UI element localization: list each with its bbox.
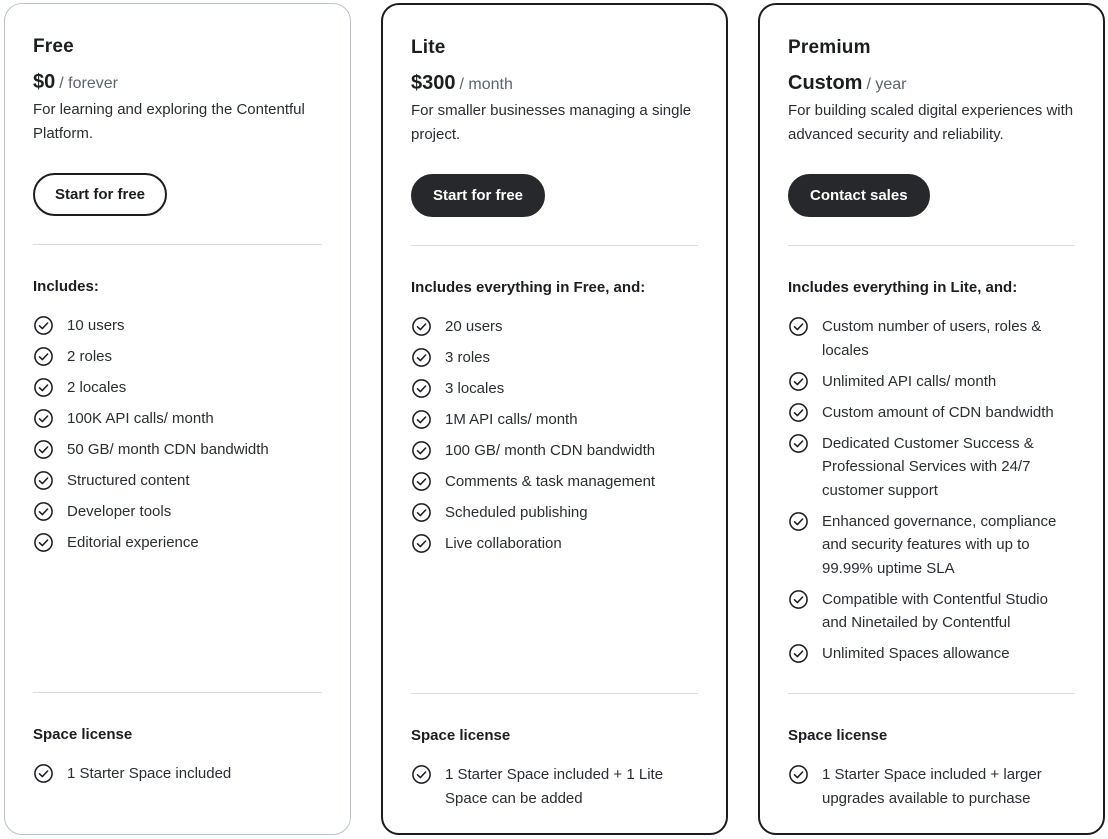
check-circle-icon (788, 402, 809, 423)
check-circle-icon (788, 316, 809, 337)
list-item (33, 407, 322, 431)
check-circle-icon (411, 378, 432, 399)
list-item-label: 100 GB/ month CDN bandwidth (445, 442, 656, 459)
license-list (788, 763, 1075, 818)
plan-card-lite (381, 3, 728, 835)
check-circle-icon (33, 377, 54, 398)
feature-list (788, 315, 1075, 673)
check-circle-icon (33, 532, 54, 553)
list-item (411, 408, 698, 432)
list-item (411, 763, 698, 810)
price-row (411, 72, 513, 95)
list-item-label: 1M API calls/ month (445, 411, 578, 428)
divider (33, 244, 322, 245)
list-item-label: 2 roles (67, 348, 113, 365)
divider (788, 245, 1075, 246)
list-item-label: 1 Starter Space included + 1 Lite Space can be added (445, 766, 664, 807)
list-item-label: Developer tools (67, 503, 172, 520)
license-list (411, 763, 698, 818)
list-item-label: Dedicated Customer Success & Professional Services with 24/7 customer support (822, 434, 1034, 499)
list-item (411, 470, 698, 494)
list-item (411, 532, 698, 556)
check-circle-icon (411, 316, 432, 337)
check-circle-icon (788, 511, 809, 532)
list-item (788, 763, 1075, 810)
contact-sales-button[interactable]: Contact sales (788, 174, 930, 217)
list-item-label: Compatible with Contentful Studio and Ninetailed by Contentful (822, 590, 1048, 631)
list-item-label: Unlimited Spaces allowance (822, 645, 1010, 662)
list-item (33, 376, 322, 400)
check-circle-icon (411, 440, 432, 461)
divider (411, 693, 698, 694)
list-item-label: 100K API calls/ month (67, 410, 214, 427)
start-for-free-button[interactable]: Start for free (33, 173, 167, 216)
plan-price: $0 (33, 71, 56, 93)
check-circle-icon (788, 589, 809, 610)
license-title: Space license (788, 727, 888, 744)
plan-period: / forever (59, 75, 118, 92)
check-circle-icon (788, 764, 809, 785)
license-title: Space license (33, 726, 133, 743)
list-item-label: Editorial experience (67, 534, 199, 551)
plan-name: Lite (411, 37, 446, 58)
list-item (411, 315, 698, 339)
list-item (33, 469, 322, 493)
list-item-label: 2 locales (67, 379, 127, 396)
plan-description: For learning and exploring the Contentful Platform. (33, 101, 305, 142)
list-item (33, 438, 322, 462)
list-item (788, 370, 1075, 394)
check-circle-icon (411, 409, 432, 430)
check-circle-icon (33, 408, 54, 429)
list-item-label: 1 Starter Space included + larger upgrades available to purchase (822, 766, 1042, 807)
plan-card-free (4, 3, 351, 835)
feature-list (33, 314, 322, 562)
list-item (411, 501, 698, 525)
list-item-label: Comments & task management (445, 473, 656, 490)
includes-title: Includes everything in Free, and: (411, 279, 646, 296)
plan-price: $300 (411, 72, 456, 94)
list-item (788, 315, 1075, 362)
list-item (788, 510, 1075, 581)
check-circle-icon (33, 470, 54, 491)
list-item (411, 439, 698, 463)
list-item-label: Live collaboration (445, 535, 562, 552)
includes-title: Includes everything in Lite, and: (788, 279, 1018, 296)
list-item (33, 500, 322, 524)
list-item-label: Custom amount of CDN bandwidth (822, 403, 1054, 421)
list-item (33, 314, 322, 338)
feature-list (411, 315, 698, 563)
plan-name: Premium (788, 37, 871, 58)
list-item-label: 1 Starter Space included (67, 765, 232, 782)
list-item (33, 345, 322, 369)
list-item-label: 50 GB/ month CDN bandwidth (67, 441, 269, 458)
includes-title: Includes: (33, 278, 99, 295)
check-circle-icon (411, 347, 432, 368)
check-circle-icon (788, 433, 809, 454)
list-item-label: Custom number of users, roles & locales (822, 318, 1042, 359)
plan-period: / month (459, 76, 513, 93)
list-item (33, 762, 322, 786)
check-circle-icon (33, 501, 54, 522)
check-circle-icon (33, 346, 54, 367)
list-item-label: 20 users (445, 318, 503, 335)
check-circle-icon (33, 315, 54, 336)
check-circle-icon (411, 502, 432, 523)
license-list (33, 762, 322, 793)
list-item (788, 588, 1075, 635)
check-circle-icon (411, 533, 432, 554)
list-item (788, 432, 1075, 503)
price-row (788, 72, 906, 95)
plan-name: Free (33, 36, 74, 57)
price-row (33, 71, 118, 94)
check-circle-icon (788, 643, 809, 664)
list-item-label: 10 users (67, 317, 125, 334)
check-circle-icon (411, 764, 432, 785)
list-item-label: 3 locales (445, 380, 505, 397)
list-item-label: Enhanced governance, compliance and security features with up to 99.99% uptime SLA (822, 512, 1057, 577)
check-circle-icon (411, 471, 432, 492)
list-item (411, 377, 698, 401)
divider (788, 693, 1075, 694)
list-item (788, 642, 1075, 666)
list-item (411, 346, 698, 370)
check-circle-icon (788, 371, 809, 392)
divider (33, 692, 322, 693)
list-item-label: 3 roles (445, 349, 491, 366)
check-circle-icon (33, 439, 54, 460)
start-for-free-button[interactable]: Start for free (411, 174, 545, 217)
plan-period: / year (866, 76, 907, 93)
plan-description: For smaller businesses managing a single project. (411, 102, 692, 143)
plan-description: For building scaled digital experiences with advanced security and reliability. (788, 102, 1074, 143)
list-item (788, 401, 1075, 425)
plan-price: Custom (788, 72, 863, 94)
list-item-label: Unlimited API calls/ month (822, 372, 997, 390)
list-item (33, 531, 322, 555)
divider (411, 245, 698, 246)
license-title: Space license (411, 727, 511, 744)
plan-card-premium (758, 3, 1105, 835)
check-circle-icon (33, 763, 54, 784)
list-item-label: Structured content (67, 472, 190, 489)
list-item-label: Scheduled publishing (445, 504, 588, 521)
